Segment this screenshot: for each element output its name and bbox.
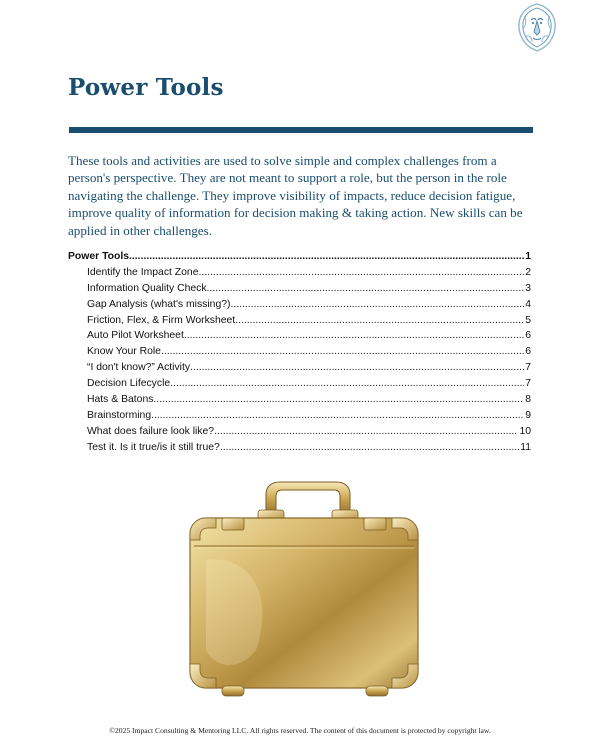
toc-entry[interactable] <box>68 299 531 315</box>
lion-head-logo-icon <box>514 2 560 52</box>
toc-entry-page: 7 <box>525 362 531 374</box>
toc-entry-label: Hats & Batons <box>87 394 154 406</box>
toc-entry-label: Brainstorming <box>87 409 152 421</box>
toc-entry[interactable] <box>68 283 531 299</box>
toc-entry-page: 9 <box>525 409 531 421</box>
toc-leader-dots <box>220 442 519 453</box>
intro-paragraph: These tools and activities are used to solve simple and complex challenges from a person's perspective. They are not meant to support a role, but the person in the role navigating the challenge. They improve visibility of impacts, reduce decision fatigue, improve quality of information for decision making & taking action. New skills can be applied in other challenges. <box>68 153 523 238</box>
toc-entry-label: Friction, Flex, & Firm Worksheet <box>87 314 236 326</box>
toc-leader-dots <box>153 394 524 405</box>
toc-entry-page: 10 <box>519 425 531 437</box>
toc-entry-page: 1 <box>525 251 531 262</box>
title-divider <box>69 127 533 133</box>
toc-main-entry[interactable] <box>68 251 531 267</box>
toc-leader-dots <box>184 330 524 341</box>
toc-entry-label: What does failure look like? <box>87 425 215 437</box>
toc-leader-dots <box>161 346 524 357</box>
toc-entry[interactable] <box>68 346 531 362</box>
toc-entry[interactable] <box>68 410 531 426</box>
toc-leader-dots <box>230 299 524 310</box>
toc-leader-dots <box>207 283 525 294</box>
copyright-footer: ©2025 Impact Consulting & Mentoring LLC. All rights reserved. The content of this document is protected by copyright law. <box>109 726 491 735</box>
toc-entry-page: 4 <box>525 298 531 310</box>
toc-entry[interactable] <box>68 442 531 458</box>
toc-entry-page: 8 <box>525 394 531 406</box>
toc-entry-label: Information Quality Check <box>87 282 207 294</box>
toc-entry[interactable] <box>68 362 531 378</box>
toc-leader-dots <box>129 251 524 262</box>
toc-entry-page: 3 <box>525 282 531 294</box>
toc-leader-dots <box>198 267 524 278</box>
toc-leader-dots <box>170 378 524 389</box>
toc-entry[interactable] <box>68 394 531 410</box>
toc-entry-label: Know Your Role <box>87 346 161 358</box>
toc-entry[interactable] <box>68 315 531 331</box>
table-of-contents <box>68 251 531 458</box>
toc-entry[interactable] <box>68 378 531 394</box>
gold-briefcase-icon <box>186 480 422 702</box>
toc-entry-page: 6 <box>525 346 531 358</box>
toc-entry-page: 11 <box>520 441 531 453</box>
toc-entry[interactable] <box>68 330 531 346</box>
toc-entry-label: Gap Analysis (what's missing?) <box>87 298 231 310</box>
toc-leader-dots <box>190 362 524 373</box>
toc-entry-label: Power Tools <box>68 251 130 262</box>
toc-entry-label: Test it. Is it true/is it still true? <box>87 441 220 453</box>
toc-entry[interactable] <box>68 426 531 442</box>
toc-entry-label: Identify the Impact Zone <box>87 266 199 278</box>
toc-entry-label: “I don't know?” Activity <box>87 362 191 374</box>
toc-entry[interactable] <box>68 267 531 283</box>
toc-entry-label: Decision Lifecycle <box>87 378 171 390</box>
toc-leader-dots <box>235 315 524 326</box>
page-title: Power Tools <box>68 74 224 101</box>
toc-entry-page: 2 <box>525 266 531 278</box>
toc-entry-page: 6 <box>525 330 531 342</box>
toc-entry-label: Auto Pilot Worksheet <box>87 330 184 342</box>
toc-entry-page: 5 <box>525 314 531 326</box>
toc-leader-dots <box>214 426 518 437</box>
toc-leader-dots <box>151 410 524 421</box>
toc-entry-page: 7 <box>525 378 531 390</box>
